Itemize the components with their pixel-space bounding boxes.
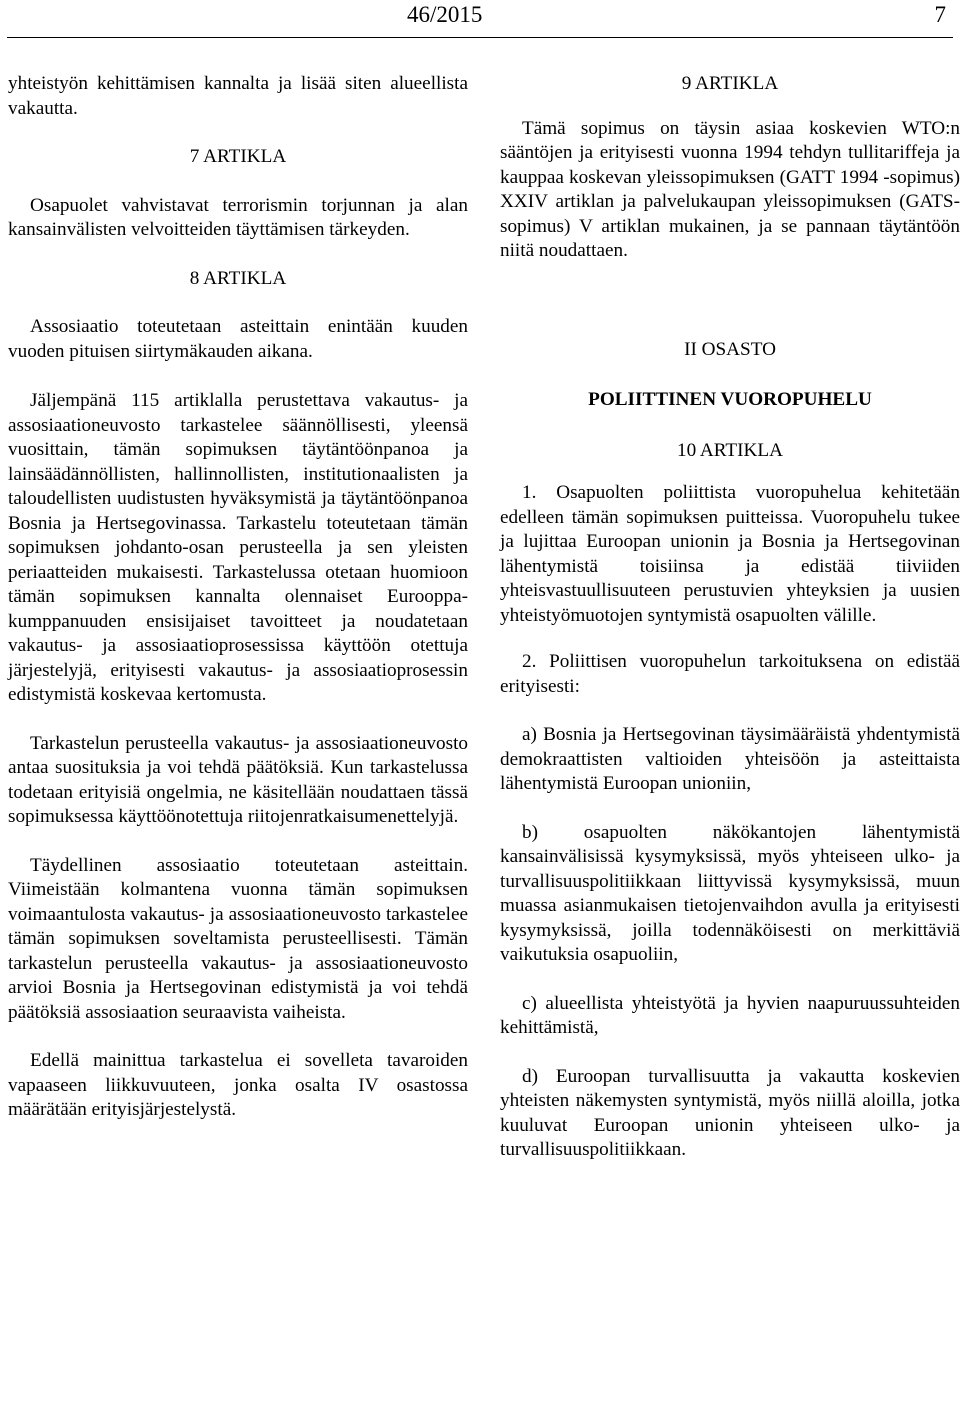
- article-7-title: 7 ARTIKLA: [189, 146, 287, 167]
- article-10-title: 10 ARTIKLA: [677, 439, 783, 461]
- article-8-paragraph-1: Assosiaatio toteutetaan asteittain enintään kuuden vuoden pituisen siirtymäkauden aikana.: [8, 316, 468, 362]
- list-item-b: b) osapuolten näkökantojen lähentymistä kansainvälisissä kysymyksissä, myös yhteiseen ulko- ja turvallisuuspolitiikkaan liittyvissä kysymyksissä, muun muassa asianmukaisen tietojenvaihdon avulla ja erityisesti kysymyksissä, joilla todennäköisesti on merkittäviä vaikutuksia osapuoliin,: [500, 821, 960, 965]
- list-item-a: a) Bosnia ja Hertsegovinan täysimääräistä yhdentymistä demokraattisten valtioiden yhteisöön ja asteittaista lähentymistä Euroopan unioniin,: [500, 724, 960, 794]
- right-column: [500, 72, 960, 1163]
- part-subtitle: POLIITTINEN VUOROPUHELU: [588, 389, 872, 410]
- article-8-paragraph-2: Jäljempänä 115 artiklalla perustettava vakautus- ja assosiaationeuvosto tarkastelee säännöllisesti, yleensä vuosittain, tämän sopimuksen täytäntöönpanoa ja lainsäädännöllisten, hallinnollisten, institutionaalisten ja taloudellisten uudistusten hyväksymistä ja täytäntöönpanoa Bosnia ja Hertsegovinassa. Tarkastelu toteutetaan tämän sopimuksen johdanto-osan perusteella ja sen yleisten periaatteiden mukaisesti. Tarkastelussa otetaan huomioon tämän sopimuksen kannalta olennaiset Eurooppa-kumppanuuden ensisijaiset tavoitteet ja noudatetaan vakautus- ja assosiaatioprosessissa käyttöön otettuja järjestelyjä, erityisesti vakautus- ja assosiaatioprosessin edistymistä koskevaa kertomusta.: [8, 390, 468, 705]
- article-8-title: 8 ARTIKLA: [189, 267, 287, 289]
- part-title: II OSASTO: [684, 338, 776, 360]
- article-10-paragraph-2: 2. Poliittisen vuoropuhelun tarkoituksena on edistää erityisesti:: [500, 651, 960, 697]
- page-header: [0, 0, 960, 50]
- list-item-c: c) alueellista yhteistyötä ja hyvien naapuruussuhteiden kehittämistä,: [500, 992, 960, 1038]
- article-10-paragraph-1: 1. Osapuolten poliittista vuoropuhelua kehitetään edelleen tämän sopimuksen puitteissa. Vuoropuhelu tukee ja lujittaa Euroopan unionin ja Bosnia ja Hertsegovinan lähentymistä toisiinsa ja edistää tiiviiden yhteisvastuullisuuteen perustuvien yhteyksien ja uusien yhteistyömuotojen syntymistä osapuolten välille.: [500, 482, 960, 626]
- issue-number: 46/2015: [407, 2, 483, 27]
- article-8-paragraph-5: Edellä mainittua tarkastelua ei sovelleta tavaroiden vapaaseen liikkuvuuteen, jonka osalta IV osastossa määrätään erityisjärjestelystä.: [8, 1050, 468, 1120]
- article-9-text: Tämä sopimus on täysin asiaa koskevien WTO:n sääntöjen ja erityisesti vuonna 1994 tehdyn tullitariffeja ja kauppaa koskevan yleissopimuksen (GATT 1994 -sopimus) XXIV artiklan ja palvelukaupan yleissopimuksen (GATS-sopimus) V artiklan mukainen, ja se pannaan täytäntöön niitä noudattaen.: [500, 117, 960, 261]
- article-7-text: Osapuolet vahvistavat terrorismin torjunnan ja alan kansainvälisten velvoitteiden täyttämisen tärkeyden.: [8, 194, 468, 240]
- page-number: 7: [934, 2, 946, 27]
- left-column: [8, 72, 468, 1123]
- header-rule: [7, 37, 953, 38]
- list-item-d: d) Euroopan turvallisuutta ja vakautta koskevien yhteisten näkemysten syntymistä, myös niillä aloilla, jotka kuuluvat Euroopan unionin yhteiseen ulko- ja turvallisuuspolitiikkaan.: [500, 1065, 960, 1160]
- article-8-paragraph-3: Tarkastelun perusteella vakautus- ja assosiaationeuvosto antaa suosituksia ja voi tehdä päätöksiä. Kun tarkastelussa todetaan erityisiä ongelmia, ne käsitellään noudattaen tässä sopimuksessa käyttöönotettuja riitojenratkaisumenettelyjä.: [8, 732, 468, 827]
- article-8-paragraph-4: Täydellinen assosiaatio toteutetaan asteittain. Viimeistään kolmantena vuonna tämän sopimuksen voimaantulosta vakautus- ja assosiaationeuvosto tarkastelee tämän sopimuksen soveltamista perusteellisesti. Tämän tarkastelun perusteella vakautus- ja assosiaationeuvosto arvioi Bosnia ja Hertsegovinan edistymistä ja voi tehdä päätöksiä assosiaation seuraavista vaiheista.: [8, 854, 468, 1023]
- continued-paragraph: yhteistyön kehittämisen kannalta ja lisää siten alueellista vakautta.: [8, 73, 468, 119]
- article-9-title: 9 ARTIKLA: [681, 73, 779, 94]
